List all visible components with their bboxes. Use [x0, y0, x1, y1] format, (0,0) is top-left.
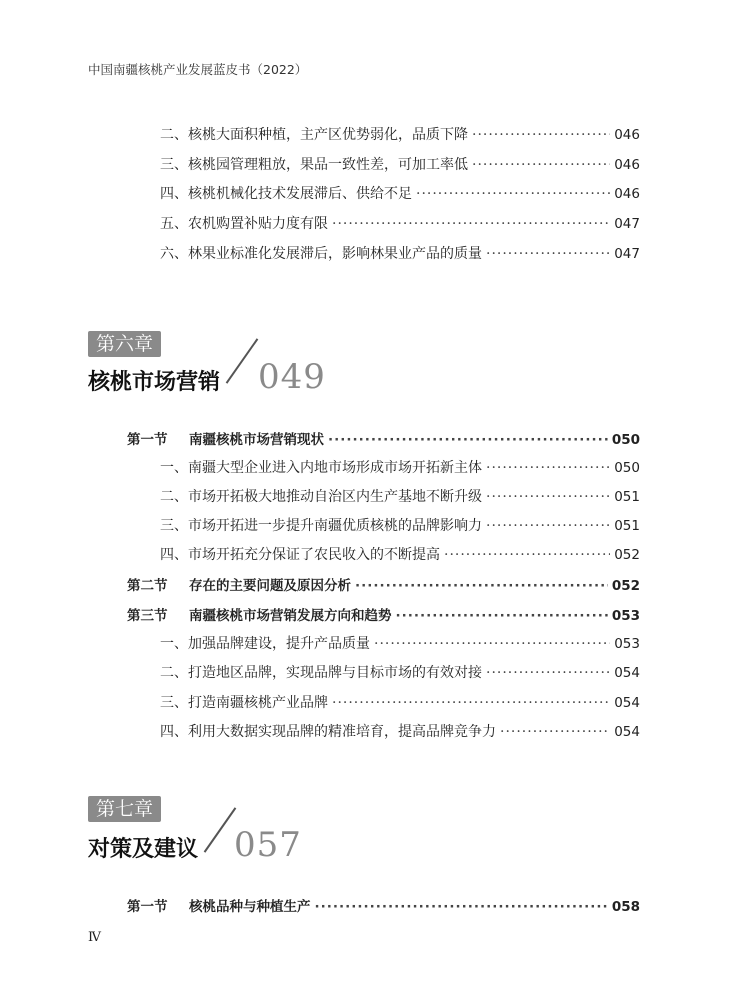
toc-entry-page: 052 [614, 547, 640, 563]
leader-dots [396, 608, 608, 624]
toc-entry[interactable] [160, 243, 640, 263]
toc-entry[interactable] [160, 154, 640, 174]
toc-entry[interactable] [160, 213, 640, 233]
toc-entry-label: 四、核桃机械化技术发展滞后、供给不足 [160, 186, 412, 202]
toc-entry[interactable] [160, 633, 640, 653]
toc-entry-page: 054 [614, 695, 640, 711]
toc-entry[interactable] [160, 486, 640, 506]
toc-entry-page: 046 [614, 127, 640, 143]
toc-entry-label: 三、市场开拓进一步提升南疆优质核桃的品牌影响力 [160, 518, 482, 534]
running-header: 中国南疆核桃产业发展蓝皮书（2022） [88, 62, 308, 77]
toc-section-page: 050 [611, 432, 640, 448]
toc-section-page: 058 [611, 899, 640, 915]
leader-dots [332, 216, 610, 232]
section-title: 南疆核桃市场营销现状 [189, 432, 324, 448]
chapter-divider-slash [226, 338, 259, 383]
toc-entry-page: 054 [614, 665, 640, 681]
toc-entry-label: 一、南疆大型企业进入内地市场形成市场开拓新主体 [160, 460, 482, 476]
toc-entry-label: 三、打造南疆核桃产业品牌 [160, 695, 328, 711]
chapter-badge: 第六章 [88, 331, 161, 357]
toc-entry-page: 046 [614, 186, 640, 202]
toc-entry-label: 一、加强品牌建设，提升产品质量 [160, 636, 370, 652]
toc-entry-page: 046 [614, 157, 640, 173]
section-number: 第二节 [127, 578, 168, 594]
leader-dots [486, 665, 610, 681]
leader-dots [486, 246, 610, 262]
leader-dots [486, 518, 610, 534]
toc-entry-label: 二、市场开拓极大地推动自治区内生产基地不断升级 [160, 489, 482, 505]
toc-section-label [127, 574, 351, 594]
chapter-page-number: 049 [258, 357, 326, 397]
toc-entry[interactable] [160, 515, 640, 535]
toc-entry[interactable] [160, 721, 640, 741]
toc-entry[interactable] [160, 544, 640, 564]
chapter-page-number: 057 [234, 825, 302, 865]
toc-section[interactable] [127, 604, 640, 624]
section-title: 核桃品种与种植生产 [189, 899, 311, 915]
section-number: 第一节 [127, 899, 168, 915]
leader-dots [315, 899, 608, 915]
leader-dots [486, 460, 610, 476]
leader-dots [374, 636, 610, 652]
chapter-title[interactable]: 核桃市场营销 [88, 369, 221, 395]
toc-section-label [127, 604, 392, 624]
leader-dots [472, 127, 610, 143]
toc-entry-label: 五、农机购置补贴力度有限 [160, 216, 328, 232]
leader-dots [416, 186, 610, 202]
section-title: 存在的主要问题及原因分析 [189, 578, 351, 594]
toc-entry-page: 051 [614, 518, 640, 534]
leader-dots [332, 695, 610, 711]
toc-section-page: 053 [611, 608, 640, 624]
leader-dots [355, 578, 608, 594]
leader-dots [486, 489, 610, 505]
toc-entry-label: 二、打造地区品牌，实现品牌与目标市场的有效对接 [160, 665, 482, 681]
toc-entry-label: 四、市场开拓充分保证了农民收入的不断提高 [160, 547, 440, 563]
section-number: 第三节 [127, 608, 168, 624]
section-title: 南疆核桃市场营销发展方向和趋势 [189, 608, 392, 624]
toc-section-label [127, 428, 324, 448]
leader-dots [328, 432, 608, 448]
toc-entry-page: 050 [614, 460, 640, 476]
toc-entry-page: 051 [614, 489, 640, 505]
toc-entry-page: 053 [614, 636, 640, 652]
toc-entry-label: 三、核桃园管理粗放，果品一致性差，可加工率低 [160, 157, 468, 173]
toc-entry-label: 六、林果业标准化发展滞后，影响林果业产品的质量 [160, 246, 482, 262]
toc-entry-label: 二、核桃大面积种植，主产区优势弱化，品质下降 [160, 127, 468, 143]
section-number: 第一节 [127, 432, 168, 448]
toc-section-label [127, 895, 311, 915]
chapter-divider-slash [204, 807, 237, 852]
toc-section[interactable] [127, 574, 640, 594]
toc-entry[interactable] [160, 124, 640, 144]
toc-entry[interactable] [160, 457, 640, 477]
toc-section[interactable] [127, 428, 640, 448]
toc-section-page: 052 [611, 578, 640, 594]
chapter-title[interactable]: 对策及建议 [88, 836, 199, 862]
toc-entry[interactable] [160, 692, 640, 712]
chapter-badge: 第七章 [88, 796, 161, 822]
page-folio: Ⅳ [88, 930, 101, 945]
toc-section[interactable] [127, 895, 640, 915]
toc-entry-label: 四、利用大数据实现品牌的精准培育，提高品牌竞争力 [160, 724, 496, 740]
toc-entry[interactable] [160, 662, 640, 682]
leader-dots [444, 547, 610, 563]
toc-entry[interactable] [160, 183, 640, 203]
toc-entry-page: 054 [614, 724, 640, 740]
toc-entry-page: 047 [614, 246, 640, 262]
toc-entry-page: 047 [614, 216, 640, 232]
leader-dots [472, 157, 610, 173]
leader-dots [500, 724, 610, 740]
